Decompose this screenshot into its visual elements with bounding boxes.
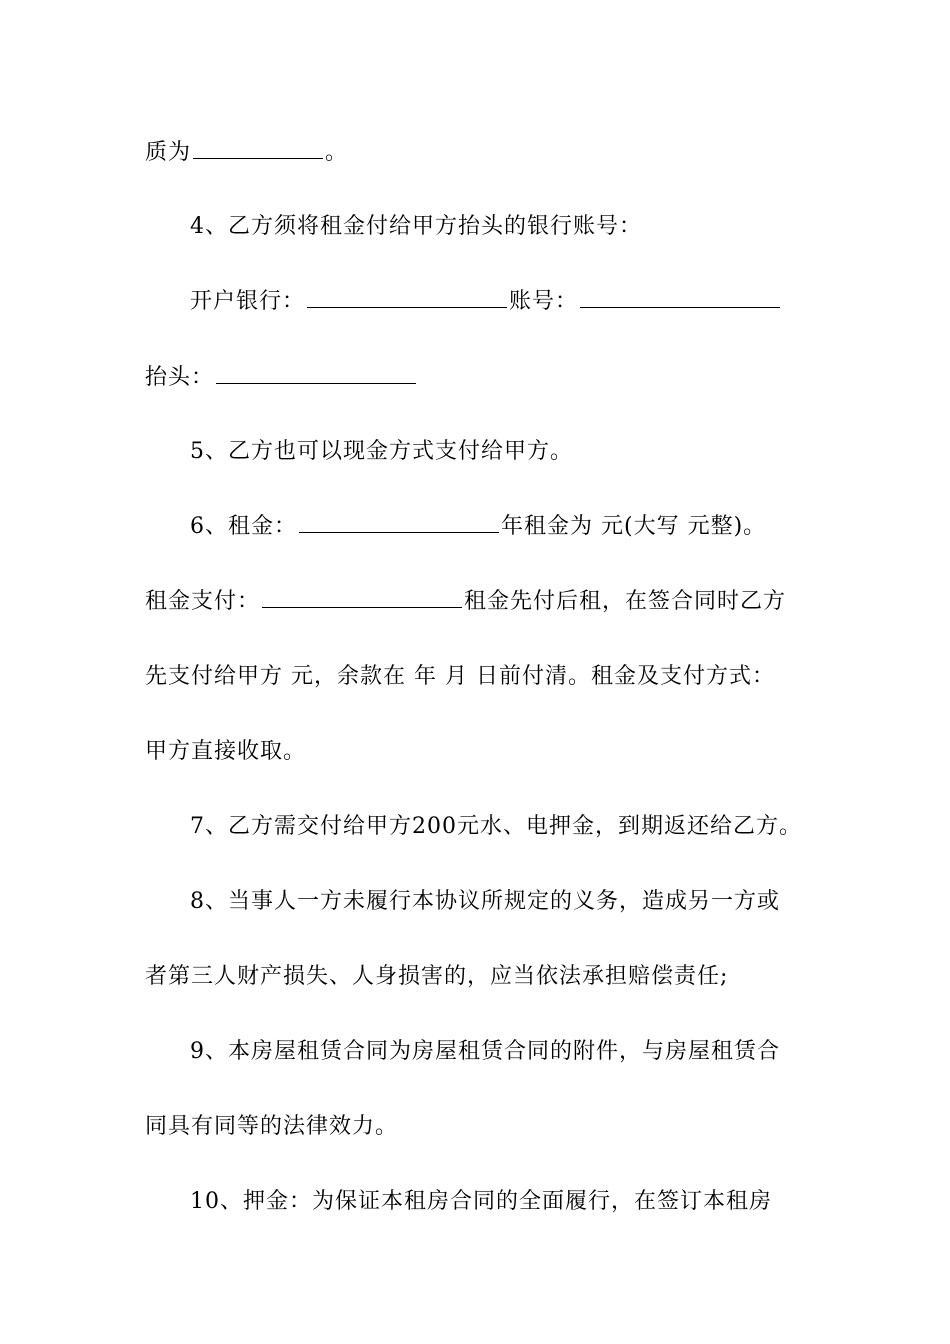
text-line-4 — [145, 363, 418, 393]
text-line-6 — [190, 512, 766, 542]
text-line-10 — [190, 812, 802, 842]
text-line-14 — [145, 1112, 398, 1142]
text-fragment: 先支付给甲方 元，余款在 年 月 日前付清。租金及支付方式： — [145, 664, 775, 689]
text-fragment: 7、乙方需交付给甲方200元水、电押金，到期返还给乙方。 — [190, 814, 802, 839]
fill-in-blank — [193, 138, 323, 159]
text-line-7 — [145, 587, 786, 617]
text-fragment: 同具有同等的法律效力。 — [145, 1114, 399, 1139]
text-line-15 — [190, 1187, 772, 1217]
fill-in-blank — [262, 587, 462, 608]
text-fragment: 年租金为 元(大写 元整)。 — [501, 514, 767, 539]
text-fragment: 账号： — [509, 289, 579, 314]
text-line-8 — [145, 662, 775, 692]
text-fragment: 6、租金： — [190, 514, 297, 539]
text-fragment: 10、押金：为保证本租房合同的全面履行，在签订本租房 — [190, 1189, 772, 1214]
text-line-5 — [190, 437, 573, 467]
fill-in-blank — [580, 287, 780, 308]
text-fragment: 租金支付： — [145, 589, 261, 614]
fill-in-blank — [307, 287, 507, 308]
text-line-3 — [190, 287, 782, 317]
text-line-2 — [190, 212, 642, 242]
text-fragment: 甲方直接收取。 — [145, 739, 307, 764]
text-fragment: 者第三人财产损失、人身损害的，应当依法承担赔偿责任; — [145, 964, 729, 989]
text-line-12 — [145, 962, 728, 992]
text-line-13 — [190, 1037, 780, 1067]
text-fragment: 质为 — [145, 140, 192, 165]
text-line-9 — [145, 737, 306, 767]
fill-in-blank — [299, 512, 499, 533]
text-line-1 — [145, 138, 348, 168]
fill-in-blank — [216, 363, 416, 384]
text-fragment: 5、乙方也可以现金方式支付给甲方。 — [190, 439, 573, 464]
text-line-11 — [190, 887, 780, 917]
text-fragment: 开户银行： — [190, 289, 306, 314]
text-fragment: 9、本房屋租赁合同为房屋租赁合同的附件，与房屋租赁合 — [190, 1039, 780, 1064]
text-fragment: 8、当事人一方未履行本协议所规定的义务，造成另一方或 — [190, 889, 780, 914]
text-fragment: 抬头： — [145, 365, 215, 390]
text-fragment: 租金先付后租，在签合同时乙方 — [464, 589, 787, 614]
text-fragment: 。 — [325, 140, 349, 165]
text-fragment: 4、乙方须将租金付给甲方抬头的银行账号： — [190, 214, 642, 239]
